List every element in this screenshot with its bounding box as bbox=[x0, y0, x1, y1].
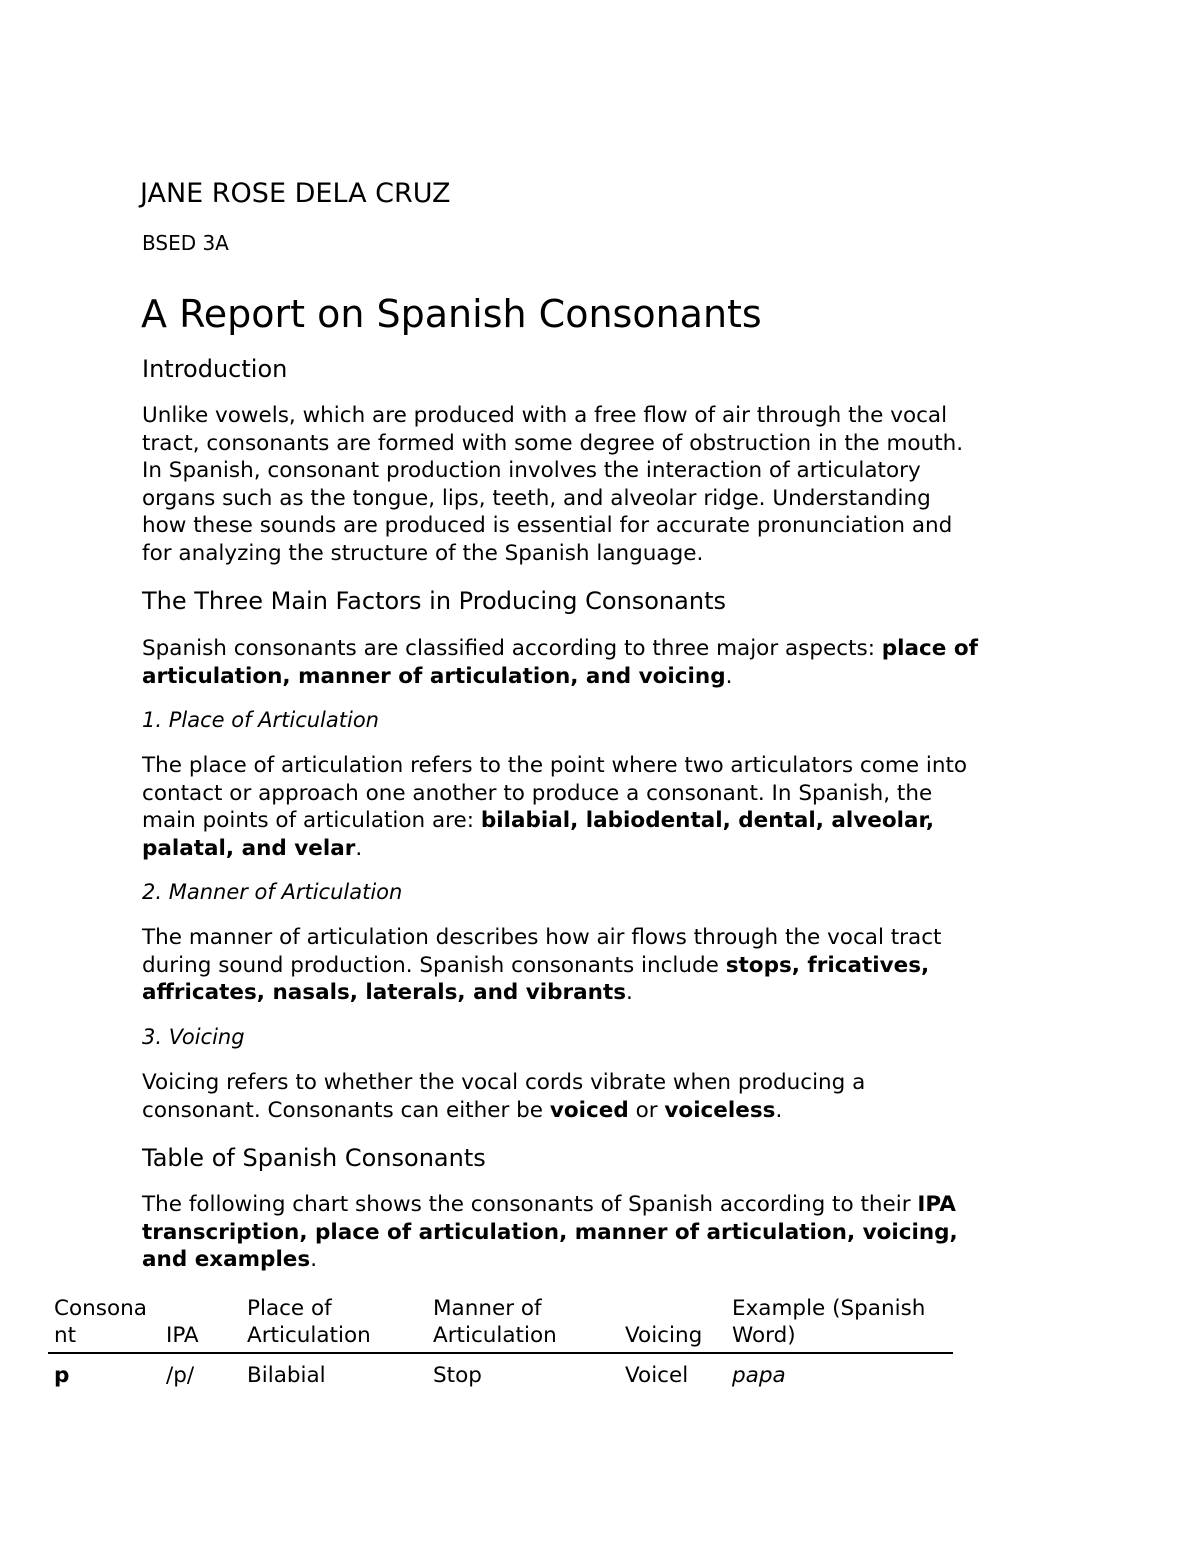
cell-place: Bilabial bbox=[247, 1363, 326, 1388]
place-paragraph bbox=[142, 752, 967, 862]
consonant-table bbox=[48, 1295, 953, 1389]
factors-text: Spanish consonants are classified according to three major aspects: bbox=[142, 636, 882, 661]
table-heading: Table of Spanish Consonants bbox=[142, 1144, 486, 1172]
voicing-text: or bbox=[628, 1097, 665, 1123]
voicing-line: Voicing refers to whether the vocal cords vibrate when producing a bbox=[142, 1070, 866, 1095]
voicing-text: consonant. Consonants can either be bbox=[142, 1097, 550, 1123]
table-intro-line bbox=[142, 1246, 958, 1274]
table-header-row bbox=[48, 1295, 953, 1353]
intro-line: how these sounds are produced is essential for accurate pronunciation and bbox=[142, 513, 953, 538]
cell-ipa: /p/ bbox=[166, 1363, 195, 1388]
manner-bold: stops, fricatives, bbox=[725, 952, 930, 978]
intro-heading: Introduction bbox=[142, 355, 288, 383]
voicing-heading: 3. Voicing bbox=[142, 1025, 245, 1049]
intro-line: tract, consonants are formed with some degree of obstruction in the mouth. bbox=[142, 430, 964, 456]
header-consonant: Consonant bbox=[48, 1295, 160, 1353]
table-intro-bold: and examples bbox=[142, 1247, 311, 1272]
place-bold: palatal, and velar bbox=[142, 835, 356, 861]
manner-period: . bbox=[626, 980, 633, 1005]
header-place: Place of Articulation bbox=[241, 1295, 427, 1353]
place-period: . bbox=[355, 835, 363, 861]
manner-line bbox=[142, 979, 941, 1007]
cell-consonant: p bbox=[54, 1363, 70, 1388]
manner-text: during sound production. Spanish consonants include bbox=[142, 952, 726, 978]
author-name: JANE ROSE DELA CRUZ bbox=[140, 178, 451, 209]
intro-line: Unlike vowels, which are produced with a free flow of air through the vocal bbox=[142, 403, 948, 428]
place-line bbox=[142, 835, 967, 863]
class-section: BSED 3A bbox=[142, 231, 229, 255]
manner-line bbox=[142, 952, 941, 980]
place-line: The place of articulation refers to the point where two articulators come into bbox=[142, 753, 968, 778]
header-voicing: Voicing bbox=[619, 1295, 726, 1353]
report-title: A Report on Spanish Consonants bbox=[141, 292, 762, 336]
header-manner: Manner of Articulation bbox=[427, 1295, 619, 1353]
table-intro-period: . bbox=[310, 1247, 318, 1272]
voicing-bold: voiced bbox=[549, 1097, 629, 1123]
header-example: Example (Spanish Word) bbox=[726, 1295, 953, 1353]
intro-paragraph bbox=[142, 402, 963, 567]
factors-line bbox=[142, 635, 978, 663]
table-row bbox=[48, 1353, 953, 1389]
factors-period: . bbox=[725, 663, 733, 689]
place-line bbox=[142, 807, 967, 835]
manner-paragraph bbox=[142, 924, 941, 1007]
table-intro-bold: transcription, place of articulation, manner of articulation, voicing, bbox=[142, 1219, 958, 1245]
factors-heading: The Three Main Factors in Producing Consonants bbox=[142, 587, 727, 615]
table-intro-line bbox=[142, 1191, 958, 1219]
voicing-bold: voiceless bbox=[664, 1097, 776, 1123]
table-intro-bold: IPA bbox=[917, 1192, 956, 1217]
cell-voicing: Voicel bbox=[625, 1363, 689, 1388]
factors-bold: articulation, manner of articulation, and voicing bbox=[142, 663, 726, 689]
cell-manner: Stop bbox=[433, 1363, 482, 1388]
factors-paragraph bbox=[142, 635, 978, 690]
header-ipa: IPA bbox=[160, 1295, 241, 1353]
manner-bold: affricates, nasals, laterals, and vibrants bbox=[142, 980, 627, 1005]
manner-heading: 2. Manner of Articulation bbox=[142, 880, 403, 904]
table-intro-line bbox=[142, 1219, 958, 1247]
intro-line: for analyzing the structure of the Spanish language. bbox=[142, 540, 704, 566]
table-intro-text: The following chart shows the consonants of Spanish according to their bbox=[142, 1192, 918, 1217]
manner-line: The manner of articulation describes how air flows through the vocal tract bbox=[142, 925, 942, 950]
place-bold: bilabial, labiodental, dental, alveolar, bbox=[480, 808, 935, 833]
place-line: contact or approach one another to produce a consonant. In Spanish, the bbox=[142, 780, 933, 806]
voicing-line bbox=[142, 1097, 865, 1125]
voicing-paragraph bbox=[142, 1069, 865, 1124]
voicing-period: . bbox=[775, 1097, 783, 1123]
intro-line: organs such as the tongue, lips, teeth, and alveolar ridge. Understanding bbox=[142, 485, 931, 511]
table-intro-paragraph bbox=[142, 1191, 958, 1274]
factors-line bbox=[142, 663, 978, 691]
factors-bold: place of bbox=[881, 636, 978, 661]
place-heading: 1. Place of Articulation bbox=[142, 708, 379, 732]
cell-example: papa bbox=[732, 1363, 786, 1388]
intro-line: In Spanish, consonant production involves the interaction of articulatory bbox=[142, 458, 921, 483]
place-text: main points of articulation are: bbox=[142, 808, 481, 833]
